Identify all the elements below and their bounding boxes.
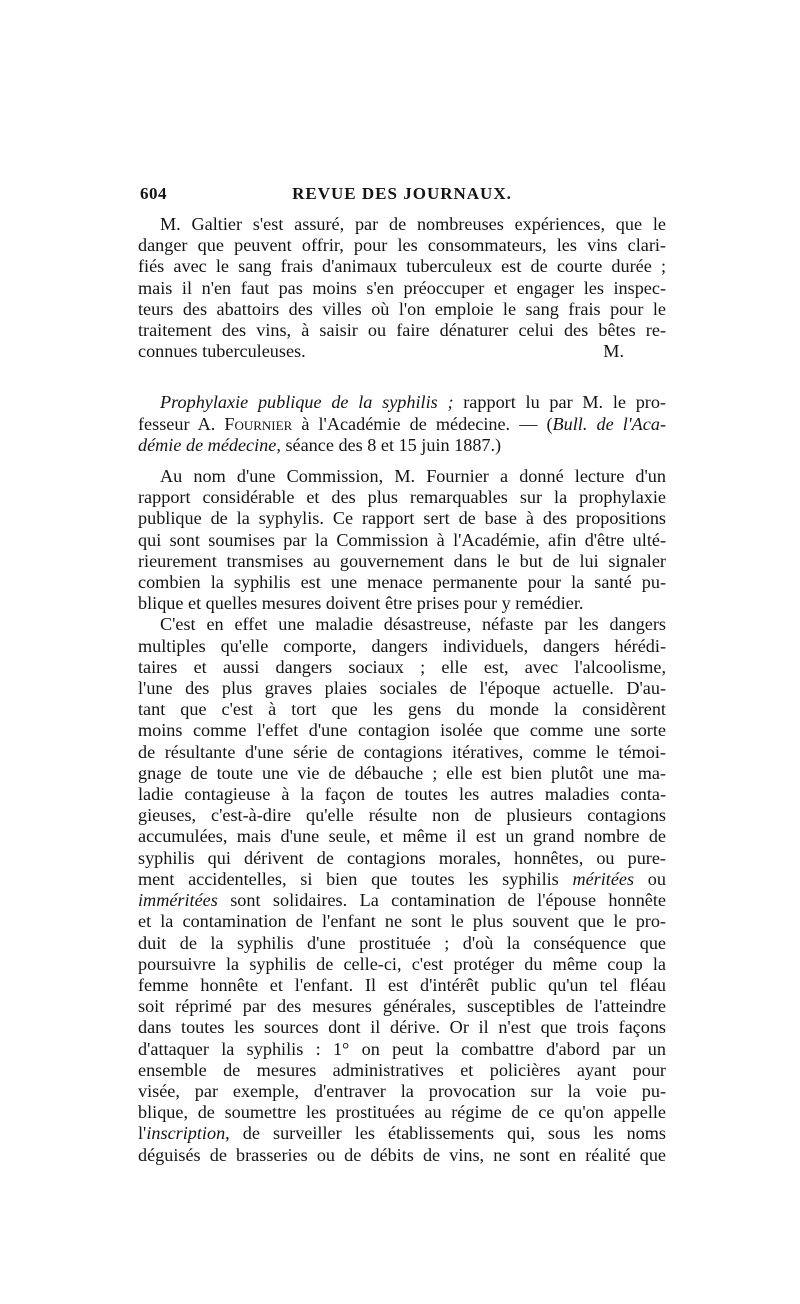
text-line: l'une des plus graves plaies sociales de l'époque actuelle. D'au-	[138, 678, 666, 699]
text-line: fiés avec le sang frais d'animaux tuberculeux est de courte durée ;	[138, 256, 666, 277]
emphasis-immeritees: imméritées	[138, 890, 218, 911]
paragraph-maladie	[138, 614, 666, 1165]
text-line	[138, 890, 666, 911]
text-line: gnage de toute une vie de débauche ; elle est bien plutôt une ma-	[138, 762, 666, 783]
text-line: M. Galtier s'est assuré, par de nombreuses expériences, que le	[160, 214, 666, 234]
page-number: 604	[140, 184, 167, 203]
text-line: taires et aussi dangers sociaux ; elle est, avec l'alcoolisme,	[138, 656, 666, 677]
text-line: tant que c'est à tort que les gens du monde la considèrent	[138, 699, 666, 720]
text-line: multiples qu'elle comporte, dangers individuels, dangers hérédi-	[138, 635, 666, 656]
line-text: l'	[138, 1123, 147, 1144]
article-heading	[138, 392, 666, 456]
text-line: poursuivre la syphilis de celle-ci, c'est protéger du même coup la	[138, 953, 666, 974]
text-line: mais il n'en faut pas moins s'en préoccuper et engager les inspec-	[138, 277, 666, 298]
text-line: rieurement transmises au gouvernement dans le but de lui signaler	[138, 550, 666, 571]
text-line: Au nom d'une Commission, M. Fournier a donné lecture d'un	[160, 466, 666, 487]
running-title: REVUE DES JOURNAUX.	[292, 184, 512, 203]
journal-name: Bull. de l'Aca-	[552, 413, 666, 434]
last-line-text: connues tuberculeuses.	[138, 341, 306, 362]
line-text: ment accidentelles, si bien que toutes les syphilis	[138, 868, 573, 889]
text-line: duit de la syphilis d'une prostituée ; d'où la conséquence que	[138, 932, 666, 953]
text-line: syphilis qui dérivent de contagions morales, honnêtes, ou pure-	[138, 847, 666, 868]
emphasis-inscription: inscription	[146, 1123, 226, 1144]
text-line: teurs des abattoirs des villes où l'on emploie le sang frais pour le	[138, 298, 666, 319]
text-line: visée, par exemple, d'entraver la provocation sur la voie pu-	[138, 1080, 666, 1101]
text-line: femme honnête et l'enfant. Il est d'intérêt public qu'un tel fléau	[138, 974, 666, 995]
document-page	[138, 178, 666, 1166]
text-line: d'attaquer la syphilis : 1° on peut la combattre d'abord par un	[138, 1038, 666, 1059]
journal-name-continued: démie de médecine,	[138, 434, 281, 455]
heading-line	[138, 414, 666, 435]
line-text: sont solidaires. La contamination de l'épouse honnête	[217, 890, 666, 911]
text-line: qui sont soumises par la Commission à l'Académie, afin d'être ulté-	[138, 529, 666, 550]
heading-text: fesseur A.	[138, 413, 225, 434]
heading-line	[138, 435, 666, 456]
text-line: et la contamination de l'enfant ne sont le plus souvent que le pro-	[138, 911, 666, 932]
text-line: déguisés de brasseries ou de débits de vins, ne sont en réalité que	[138, 1144, 666, 1165]
text-line	[138, 869, 666, 890]
article-title: Prophylaxie publique de la syphilis ;	[160, 392, 454, 413]
text-line: accumulées, mais d'une seule, et même il est un grand nombre de	[138, 826, 666, 847]
text-line: rapport considérable et des plus remarquables sur la prophylaxie	[138, 487, 666, 508]
text-line: combien la syphilis est une menace permanente pour la santé pu-	[138, 572, 666, 593]
author-signature: M.	[603, 341, 624, 362]
article-author: Fournier	[224, 413, 293, 434]
text-line: blique et quelles mesures doivent être prises pour y remédier.	[138, 593, 584, 614]
emphasis-meritees: méritées	[572, 868, 635, 889]
text-line: soit réprimé par des mesures générales, susceptibles de l'atteindre	[138, 996, 666, 1017]
heading-text: à l'Académie de médecine. — (	[292, 413, 553, 434]
session-dates: séance des 8 et 15 juin 1887.)	[280, 434, 502, 455]
heading-line	[138, 392, 666, 413]
line-text: , de surveiller les établissements qui, sous les noms	[225, 1123, 666, 1144]
text-line: gieuses, c'est-à-dire qu'elle résulte non de plusieurs contagions	[138, 805, 666, 826]
text-line: dans toutes les sources dont il dérive. Or il n'est que trois façons	[138, 1017, 666, 1038]
text-line: moins comme l'effet d'une contagion isolée que comme une sorte	[138, 720, 666, 741]
text-line: ensemble de mesures administratives et policières ayant pour	[138, 1059, 666, 1080]
text-line	[138, 341, 666, 362]
text-line: C'est en effet une maladie désastreuse, néfaste par les dangers	[160, 614, 666, 635]
text-line: danger que peuvent offrir, pour les consommateurs, les vins clari-	[138, 235, 666, 256]
text-line: ladie contagieuse à la façon de toutes les autres maladies conta-	[138, 784, 666, 805]
text-line: de résultante d'une série de contagions itératives, comme le témoi-	[138, 741, 666, 762]
text-line: blique, de soumettre les prostituées au régime de ce qu'on appelle	[138, 1102, 666, 1123]
text-line: traitement des vins, à saisir ou faire dénaturer celui des bêtes re-	[138, 320, 666, 341]
paragraph-commission	[138, 466, 666, 614]
text-line: publique de la syphylis. Ce rapport sert de base à des propositions	[138, 508, 666, 529]
line-text: ou	[634, 868, 666, 889]
paragraph-galtier	[138, 214, 666, 362]
text-line	[138, 1123, 666, 1144]
heading-text: rapport lu par M. le pro-	[453, 392, 666, 413]
running-head	[138, 178, 666, 206]
